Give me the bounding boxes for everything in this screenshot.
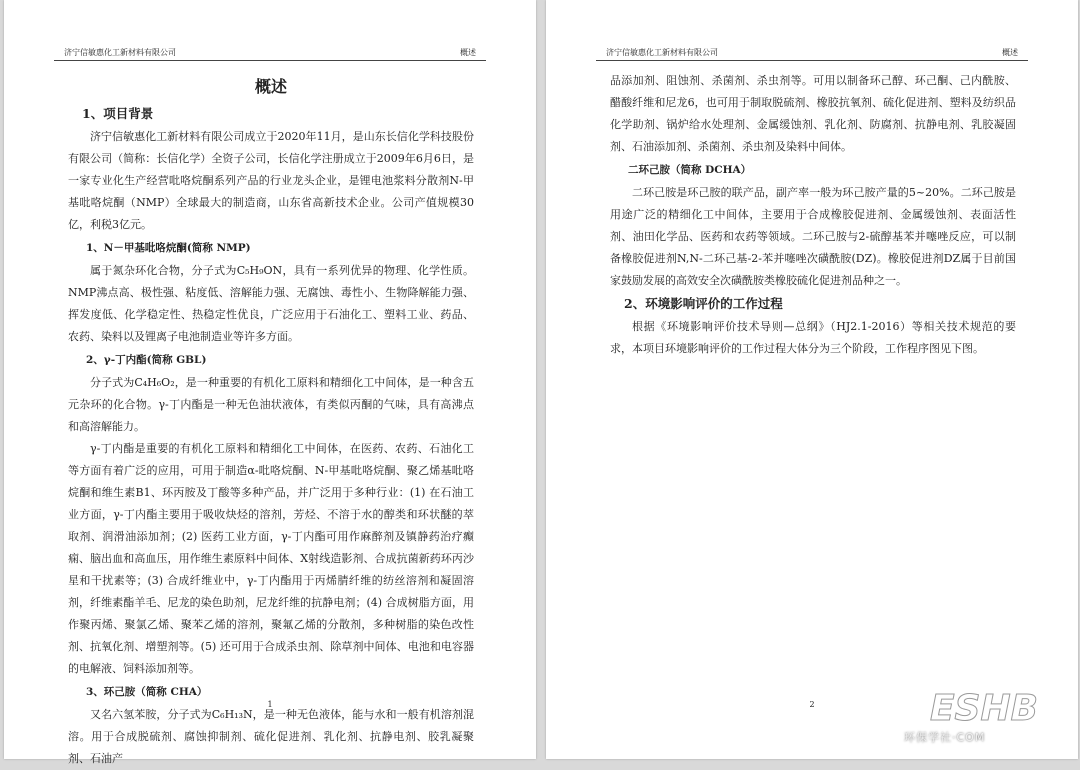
paragraph-cha-continued: 品添加剂、阻蚀剂、杀菌剂、杀虫剂等。可用以制备环己醇、环己酮、己内酰胺、醋酸纤维和尼龙6，也可用于制取脱硫剂、橡胶抗氧剂、硫化促进剂、塑料及纺织品化学助剂、锅炉给水处理剂、金属缓蚀剂、乳化剂、防腐剂、抗静电剂、乳胶凝固剂、石油添加剂、杀菌剂、杀虫剂及染料中间体。: [610, 74, 1016, 153]
page-1-content: [68, 70, 474, 770]
document-page-1: [4, 0, 536, 765]
document-page-2: [546, 0, 1078, 759]
heading-project-background: 1、项目背景: [82, 106, 154, 121]
page-number: 1: [267, 700, 273, 709]
paragraph-background: 济宁信敏惠化工新材料有限公司成立于2020年11月，是山东长信化学科技股份有限公司（简称：长信化学）全资子公司，长信化学注册成立于2009年6月6日，是一家专业化生产经营吡咯烷酮系列产品的行业龙头企业，是锂电池浆料分散剂N-甲基吡咯烷酮（NMP）全球最大的制造商，山东省高新技术企业。公司产值规模30亿，利税3亿元。: [68, 130, 474, 231]
heading-cha: 3、环己胺（简称 CHA）: [86, 686, 208, 698]
heading-nmp: 1、N－甲基吡咯烷酮(简称 NMP): [86, 242, 251, 254]
paragraph-gbl-2: γ-丁内酯是重要的有机化工原料和精细化工中间体，在医药、农药、石油化工等方面有着广泛的应用，可用于制造α-吡咯烷酮、N-甲基吡咯烷酮、聚乙烯基吡咯烷酮和维生素B1、环丙胺及丁酸等多种产品，并广泛用于多种行业：(1) 在石油工业方面，γ-丁内酯主要用于吸收炔烃的溶剂，芳烃、不溶于水的醇类和环状醚的萃取剂、润滑油添加剂；(2) 医药工业方面，γ-丁内酯可用作麻醉剂及镇静药治疗癫痫、脑出血和高血压，用作维生素原料中间体、X射线造影剂、合成抗菌新药环丙沙星和干扰素等；(3) 合成纤维业中，γ-丁内酯用于丙烯腈纤维的纺丝溶剂和凝固溶剂，纤维素酯羊毛、尼龙的染色助剂，尼龙纤维的抗静电剂；(4) 合成树脂方面，用作聚丙烯、聚氯乙烯、聚苯乙烯的溶剂，聚氟乙烯的分散剂，多种树脂的染色改性剂、抗氧化剂、增塑剂等。(5) 还可用于合成杀虫剂、除草剂中间体、电池和电容器的电解液、饲料添加剂等。: [68, 442, 474, 675]
page-header: [54, 46, 486, 61]
heading-gbl: 2、γ-丁内酯(简称 GBL): [86, 354, 207, 366]
paragraph-eia: 根据《环境影响评价技术导则—总纲》（HJ2.1-2016）等相关技术规范的要求，本项目环境影响评价的工作过程大体分为三个阶段，工作程序图见下图。: [610, 320, 1016, 355]
paragraph-gbl-1: 分子式为C₄H₆O₂，是一种重要的有机化工原料和精细化工中间体，是一种含五元杂环的化合物。γ-丁内酯是一种无色油状液体，有类似丙酮的气味，具有高沸点和高溶解能力。: [68, 376, 474, 433]
heading-dcha: 二环己胺（简称 DCHA）: [628, 164, 752, 176]
page-title: 概述: [254, 77, 287, 96]
watermark-logo: [904, 687, 1064, 745]
page-2-content: [610, 70, 1016, 360]
page-number: 2: [809, 700, 815, 709]
watermark-logo-text: ESHB: [929, 688, 1039, 727]
watermark-subtext: 环保学社·COM: [904, 731, 986, 744]
paragraph-dcha: 二环己胺是环己胺的联产品，副产率一般为环己胺产量的5~20%。二环己胺是用途广泛的精细化工中间体，主要用于合成橡胶促进剂、金属缓蚀剂、表面活性剂、油田化学品、医药和农药等领域。二环己胺与2-硫醇基苯并噻唑反应，可以制备橡胶促进剂N,N-二环己基-2-苯并噻唑次磺酰胺(DZ)。橡胶促进剂DZ属于目前国家鼓励发展的高效安全次磺酰胺类橡胶硫化促进剂品种之一。: [610, 186, 1016, 287]
watermark-logo-icon: [904, 687, 1064, 727]
header-section: 概述: [460, 48, 476, 57]
paragraph-cha: 又名六氢苯胺，分子式为C₆H₁₃N，是一种无色液体，能与水和一般有机溶剂混溶。用于合成脱硫剂、腐蚀抑制剂、硫化促进剂、乳化剂、抗静电剂、胶乳凝聚剂、石油产: [68, 708, 474, 765]
header-section: 概述: [1002, 48, 1018, 57]
heading-eia-process: 2、环境影响评价的工作过程: [624, 296, 783, 311]
paragraph-nmp: 属于氮杂环化合物，分子式为C₅H₉ON，具有一系列优异的物理、化学性质。NMP沸点高、极性强、粘度低、溶解能力强、无腐蚀、毒性小、生物降解能力强、挥发度低、化学稳定性、热稳定性优良，广泛应用于石油化工、塑料工业、药品、农药、染料以及锂离子电池制造业等许多方面。: [68, 264, 474, 343]
header-company: 济宁信敏惠化工新材料有限公司: [606, 48, 718, 57]
page-header: [596, 46, 1028, 61]
header-company: 济宁信敏惠化工新材料有限公司: [64, 48, 176, 57]
